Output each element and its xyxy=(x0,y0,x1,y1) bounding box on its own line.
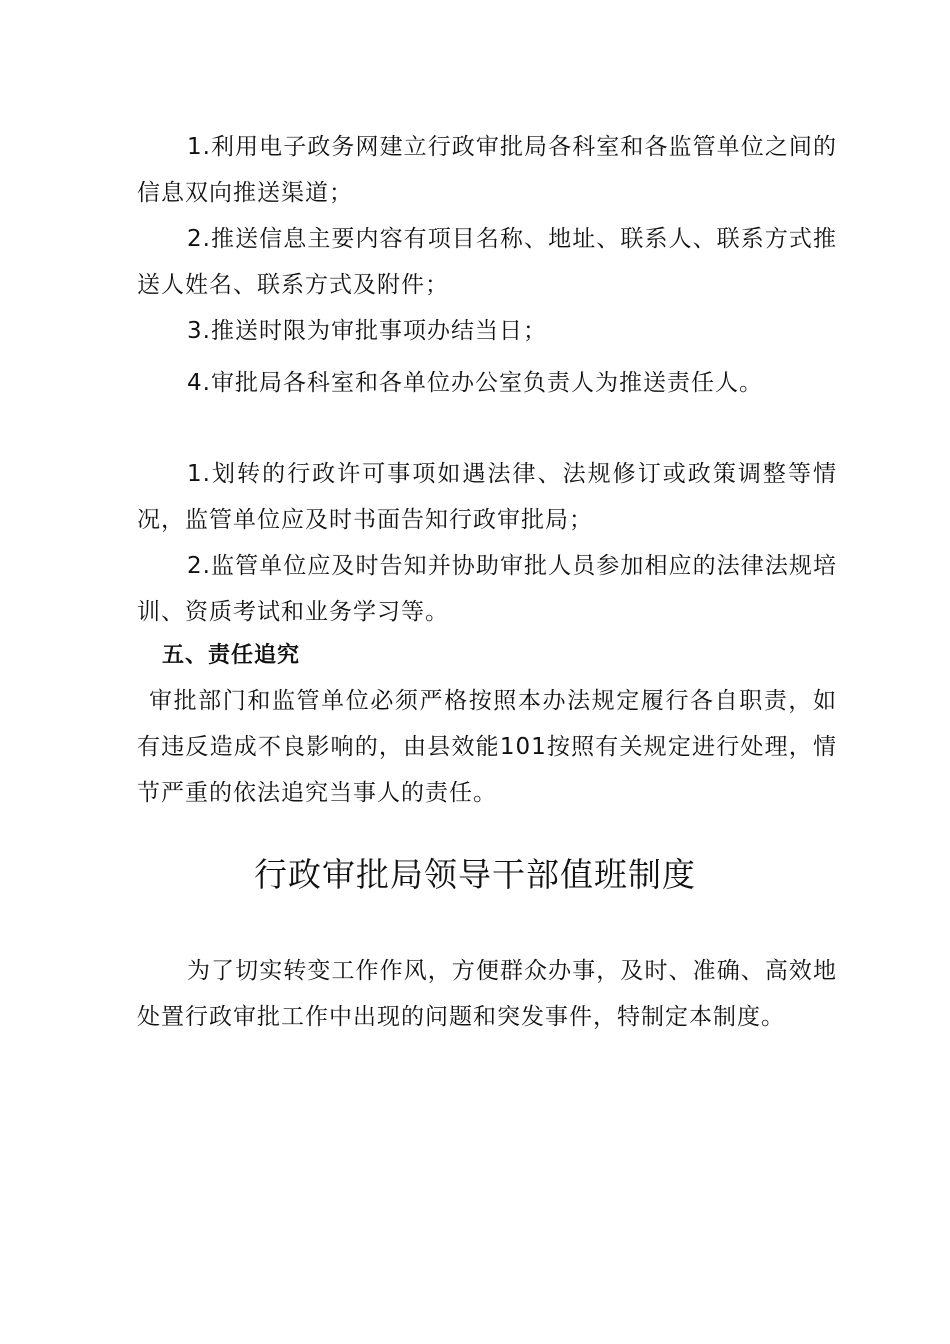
push-item-3: 3.推送时限为审批事项办结当日； xyxy=(187,318,547,344)
section-five-heading: 五、责任追究 xyxy=(162,643,301,668)
notify-item-2: 2.监管单位应及时告知并协助审批人员参加相应的法律法规培训、资质考试和业务学习等。 xyxy=(137,553,837,625)
push-item-2: 2.推送信息主要内容有项目名称、地址、联系人、联系方式推送人姓名、联系方式及附件； xyxy=(137,226,837,298)
push-item-4: 4.审批局各科室和各单位办公室负责人为推送责任人。 xyxy=(187,370,763,396)
duty-system-intro: 为了切实转变工作作风，方便群众办事，及时、准确、高效地处置行政审批工作中出现的问题和突发事件，特制定本制度。 xyxy=(137,958,837,1030)
notify-item-1: 1.划转的行政许可事项如遇法律、法规修订或政策调整等情况，监管单位应及时书面告知行政审批局； xyxy=(137,461,837,533)
section-five-body: 审批部门和监管单位必须严格按照本办法规定履行各自职责，如有违反造成不良影响的，由县效能101按照有关规定进行处理，情节严重的依法追究当事人的责任。 xyxy=(137,688,837,806)
push-item-1: 1.利用电子政务网建立行政审批局各科室和各监管单位之间的信息双向推送渠道； xyxy=(137,134,837,206)
duty-system-title: 行政审批局领导干部值班制度 xyxy=(254,855,696,894)
